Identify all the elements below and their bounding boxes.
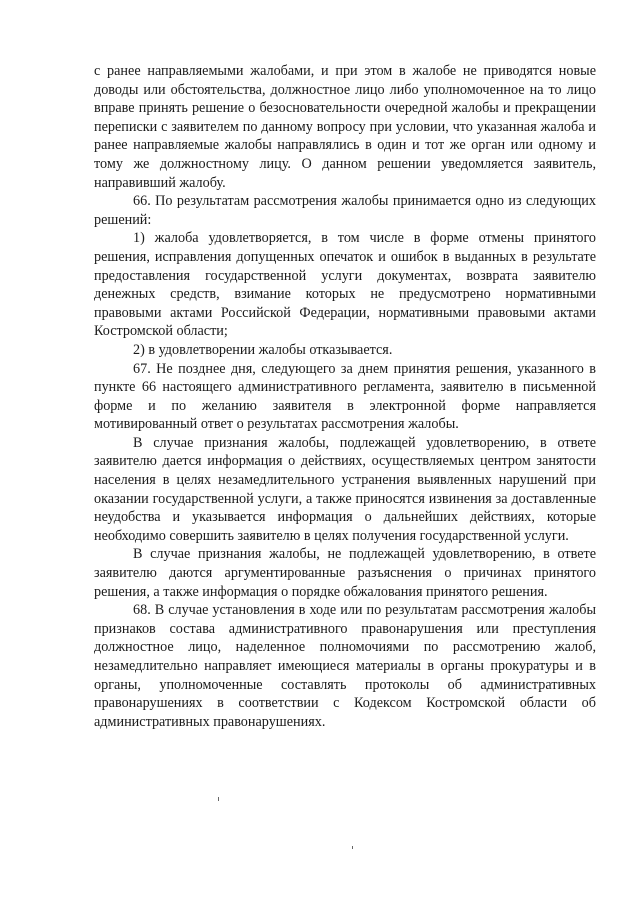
- paragraph-67: 67. Не позднее дня, следующего за днем принятия решения, указанного в пункте 66 настоящего административного регламента, заявителю в письменной форме и по желанию заявителя в электронной форме направляется мотивированный ответ о результатах рассмотрения жалобы.: [94, 360, 596, 433]
- paragraph-67-satisfied: В случае признания жалобы, подлежащей удовлетворению, в ответе заявителю дается информация о действиях, осуществляемых центром занятости населения в целях незамедлительного устранения выявленных нарушений при оказании государственной услуги, а также приносятся извинения за доставленные неудобства и указывается информация о дальнейших действиях, которые необходимо совершить заявителю в целях получения государственной услуги.: [94, 434, 596, 544]
- document-body: [94, 62, 596, 731]
- scan-artifact-mark: [352, 846, 353, 849]
- paragraph-66: 66. По результатам рассмотрения жалобы принимается одно из следующих решений:: [94, 193, 596, 228]
- paragraph-67-rejected: В случае признания жалобы, не подлежащей удовлетворению, в ответе заявителю даются аргументированные разъяснения о причинах принятого решения, а также информация о порядке обжалования принятого решения.: [94, 546, 596, 600]
- paragraph-66-item-2: 2) в удовлетворении жалобы отказывается.: [133, 341, 393, 358]
- paragraph-66-item-1: 1) жалоба удовлетворяется, в том числе в форме отмены принятого решения, исправления допущенных опечаток и ошибок в выданных в результате предоставления государственной услуги документах, возврата заявителю денежных средств, взимание которых не предусмотрено нормативными правовыми актами Российской Федерации, нормативными правовыми актами Костромской области;: [94, 230, 596, 340]
- scan-artifact-mark: [218, 797, 219, 801]
- paragraph-68: 68. В случае установления в ходе или по результатам рассмотрения жалобы признаков состава административного правонарушения или преступления должностное лицо, наделенное полномочиями по рассмотрению жалоб, незамедлительно направляет имеющиеся материалы в органы прокуратуры и в органы, уполномоченные составлять протоколы об административных правонарушениях в соответствии с Кодексом Костромской области об административных правонарушениях.: [94, 602, 596, 730]
- paragraph-continuation: с ранее направляемыми жалобами, и при этом в жалобе не приводятся новые доводы или обстоятельства, должностное лицо либо уполномоченное на то лицо вправе принять решение о безосновательности очередной жалобы и прекращении переписки с заявителем по данному вопросу при условии, что указанная жалоба и ранее направляемые жалобы направлялись в один и тот же орган или одному и тому же должностному лицу. О данном решении уведомляется заявитель, направивший жалобу.: [94, 63, 596, 191]
